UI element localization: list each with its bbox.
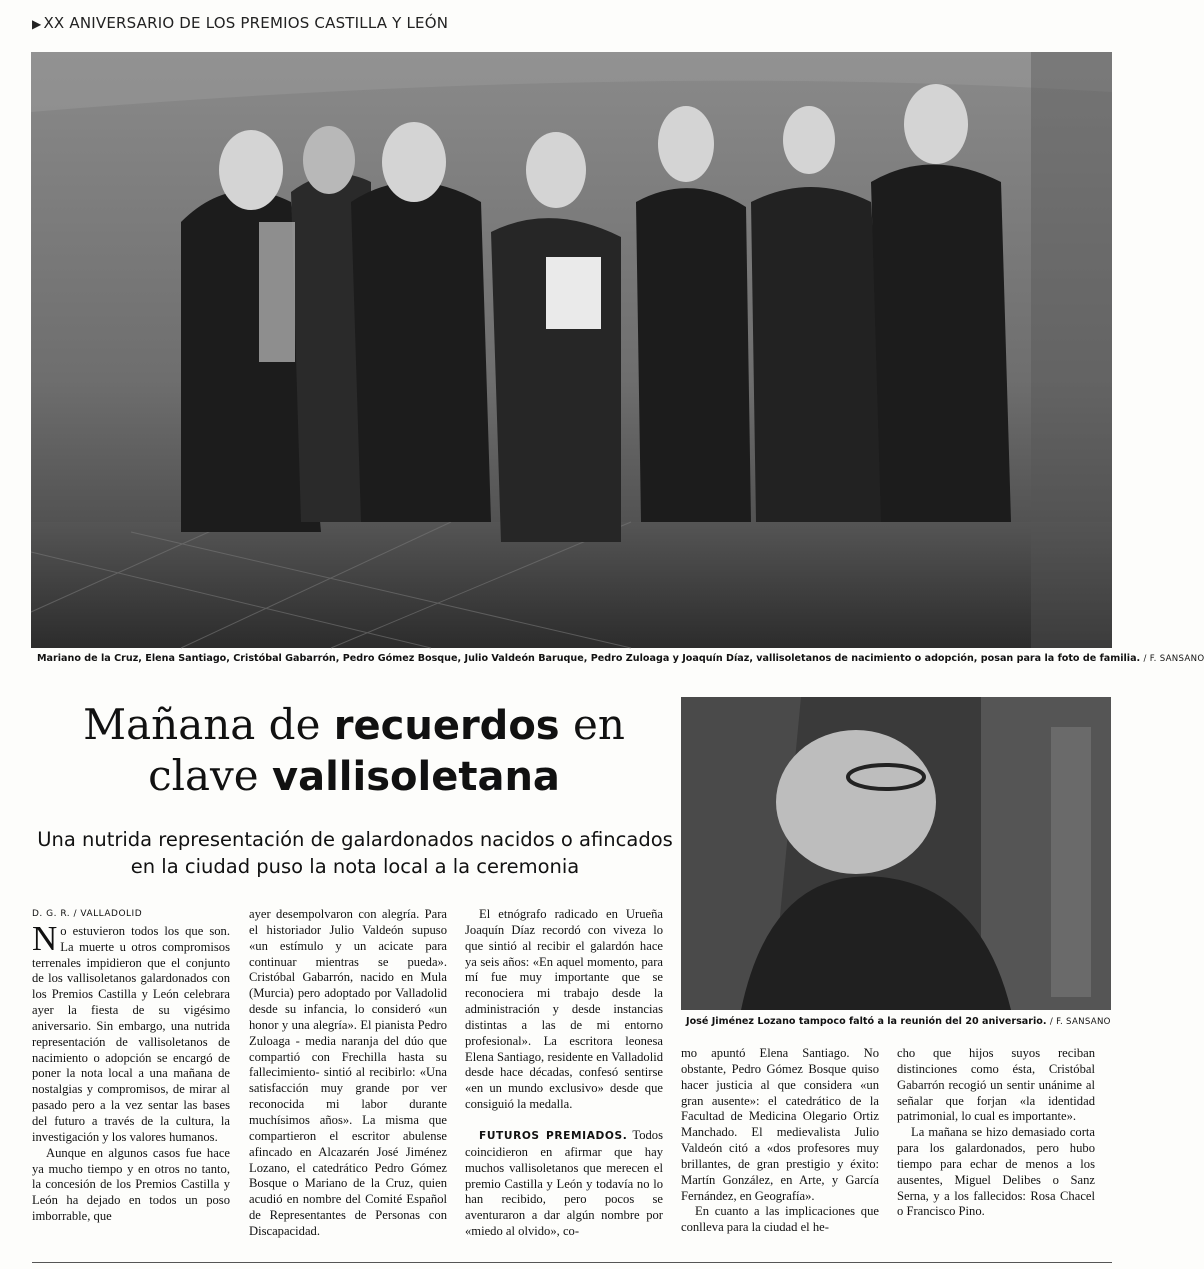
section-title: XX ANIVERSARIO DE LOS PREMIOS CASTILLA Y LEÓN bbox=[43, 14, 449, 32]
triangle-marker-icon: ▶ bbox=[32, 17, 42, 31]
subheadline-line: Una nutrida representación de galardonados nacidos o afincados bbox=[37, 828, 673, 851]
group-photo bbox=[31, 52, 1112, 648]
article-column-3 bbox=[465, 907, 663, 1240]
article-text: Todos coincidieron en afirmar que hay muchos vallisoletanos que merecen el premio Castilla y León y todavía no lo han recibido, pero pocos se aventuraron a dar algún nombre por «miedo al olvido», co- bbox=[465, 1127, 663, 1239]
article-paragraph: En cuanto a las implicaciones que conlleva para la ciudad el he- bbox=[681, 1204, 879, 1235]
article-paragraph: mo apuntó Elena Santiago. No obstante, Pedro Gómez Bosque quiso hacer justicia al que considera «un gran ausente»: el catedrático de la Facultad de Medicina Olegario Ortiz Manchado. El medievalista Julio Valdeón citó a «dos profesores muy brillantes, de gran prestigio y éxito: Martín González, en Arte, y García Fernández, en Geografía». bbox=[681, 1046, 879, 1203]
bottom-rule bbox=[32, 1262, 1112, 1263]
article-paragraph: cho que hijos suyos reciban distinciones como ésta, Cristóbal Gabarrón recogió un sentir unánime al señalar que forjan «la identidad patrimonial, lo cual es importante». bbox=[897, 1046, 1095, 1124]
article-column-5 bbox=[897, 1046, 1095, 1220]
drop-cap: N bbox=[32, 918, 58, 958]
article-paragraph bbox=[32, 918, 230, 1146]
article-paragraph: Aunque en algunos casos fue hace ya mucho tiempo y en otros no tanto, la concesión de los Premios Castilla y León ha dejado en todos un poso imborrable, que bbox=[32, 1145, 230, 1224]
byline: D. G. R. / VALLADOLID bbox=[32, 909, 143, 919]
main-photo-credit: / F. SANSANO bbox=[1143, 654, 1204, 664]
subheadline-line: en la ciudad puso la nota local a la ceremonia bbox=[130, 855, 580, 878]
section-subhead: FUTUROS PREMIADOS. bbox=[479, 1129, 628, 1142]
subheadline bbox=[30, 826, 680, 880]
side-photo-caption bbox=[686, 1016, 1111, 1027]
article-paragraph bbox=[465, 1128, 663, 1240]
article-column-2 bbox=[249, 907, 447, 1240]
headline-bold: vallisoletana bbox=[272, 754, 560, 800]
article-paragraph: El etnógrafo radicado en Urueña Joaquín Díaz recordó con viveza lo que sintió al recibir el galardón hace ya seis años: «En aquel momento, para mí fue muy importante que se reconociera mi trabajo desde la administración y desde instancias distintas a las de mi entorno profesional». La escritora leonesa Elena Santiago, residente en Valladolid desde hace décadas, confesó sentirse «en un mundo exclusivo» desde que consiguió la medalla. bbox=[465, 907, 663, 1112]
article-text: o estuvieron todos los que son. La muerte u otros compromisos terrenales impidieron que el conjunto de los vallisoletanos galardonados con los Premios Castilla y León celebrara ayer la fiesta de su vigésimo aniversario. Sin embargo, una nutrida representación de vallisoletanos de nacimiento o adopción se encargó de poner la nota local a una mañana de nostalgias y compromisos, de mirar al pasado pero a la vez sentar las bases del futuro a través de la cultura, la investigación y los valores humanos. bbox=[32, 923, 230, 1144]
main-caption-text: Mariano de la Cruz, Elena Santiago, Cristóbal Gabarrón, Pedro Gómez Bosque, Julio Valdeón Baruque, Pedro Zuloaga y Joaquín Díaz, vallisoletanos de nacimiento o adopción, posan para la foto de familia. bbox=[37, 653, 1141, 664]
side-photo bbox=[681, 697, 1111, 1010]
article-column-4 bbox=[681, 1046, 879, 1236]
headline-text: Mañana de bbox=[83, 700, 334, 749]
side-caption-text: José Jiménez Lozano tampoco faltó a la reunión del 20 aniversario. bbox=[686, 1016, 1047, 1027]
article-paragraph: La mañana se hizo demasiado corta para los galardonados, pero hubo tiempo para echar de menos a los ausentes, Miguel Delibes o Sanz Serna, y a los fallecidos: Rosa Chacel o Francisco Pino. bbox=[897, 1125, 1095, 1219]
side-photo-illustration bbox=[681, 697, 1111, 1010]
group-photo-illustration bbox=[31, 52, 1112, 648]
side-photo-credit: / F. SANSANO bbox=[1049, 1017, 1111, 1027]
section-header bbox=[32, 14, 448, 32]
headline-text: clave bbox=[148, 751, 272, 800]
headline bbox=[38, 700, 670, 802]
headline-text: en bbox=[559, 700, 625, 749]
headline-bold: recuerdos bbox=[333, 703, 560, 749]
article-paragraph: ayer desempolvaron con alegría. Para el historiador Julio Valdeón supuso «un estímulo y un acicate para continuar mientras se pueda». Cristóbal Gabarrón, nacido en Mula (Murcia) pero adoptado por Valladolid desde su infancia, lo consideró «un honor y una alegría». El pianista Pedro Zuloaga - media naranja del dúo que compartió con Frechilla hasta su fallecimiento- sintió al recibirlo: «Una satisfacción muy grande por ver reconocida mi labor durante muchísimos años». La misma que compartieron el escritor abulense afincado en Alcazarén José Jiménez Lozano, el catedrático Pedro Gómez Bosque o Mariano de la Cruz, quien acudió en nombre del Comité Español de Representantes de Personas con Discapacidad. bbox=[249, 907, 447, 1238]
main-photo-caption bbox=[37, 653, 1204, 664]
article-column-1 bbox=[32, 907, 230, 1225]
